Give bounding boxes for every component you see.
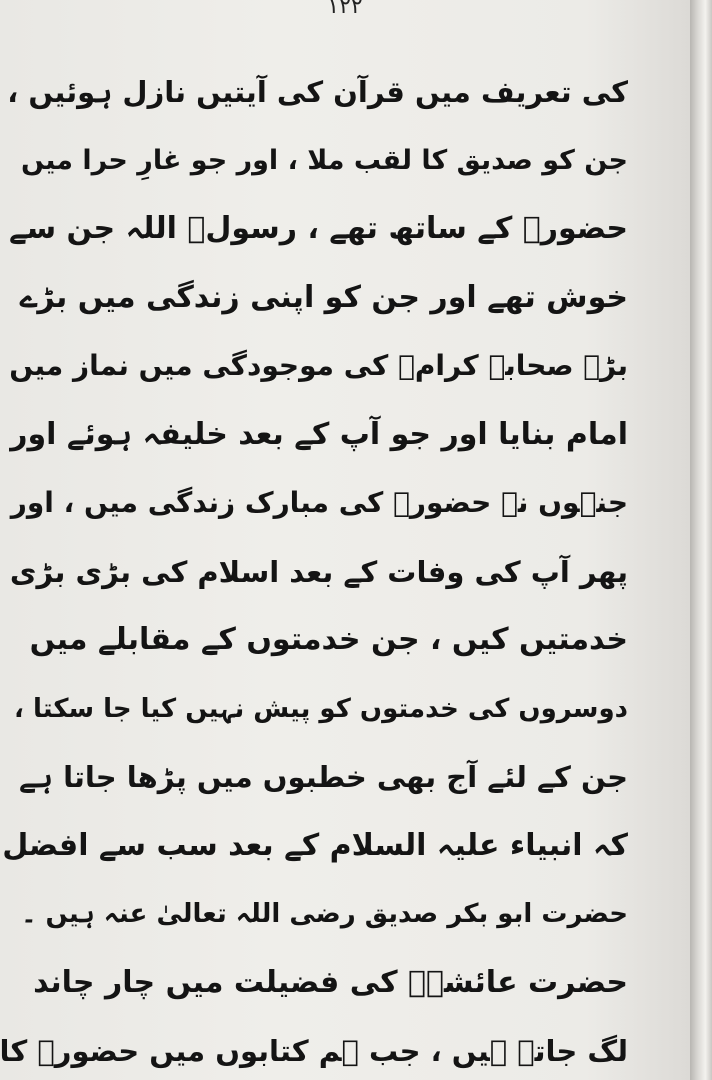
text-line: کہ انبیاء علیہ السلام کے بعد سب سے افضل — [2, 827, 628, 863]
text-line: لگ جاتے ہیں ، جب ہم کتابوں میں حضورؐ کا — [0, 1034, 628, 1068]
text-line: جن کو صدیق کا لقب ملا ، اور جو غارِ حرا میں — [20, 144, 628, 176]
text-line: حضورؐ کے ساتھ تھے ، رسولؐ اللہ جن سے — [9, 211, 628, 246]
text-line: خوش تھے اور جن کو اپنی زندگی میں بڑے — [19, 279, 628, 315]
text-line: حضرت عائشہؓ کی فضیلت میں چار چاند — [33, 964, 628, 1000]
text-line: کی تعریف میں قرآن کی آیتیں نازل ہوئیں ، — [7, 75, 628, 109]
text-line: جنہوں نے حضورؐ کی مبارک زندگی میں ، اور — [10, 486, 628, 519]
text-line: جن کے لئے آج بھی خطبوں میں پڑھا جاتا ہے — [19, 760, 628, 794]
text-line: حضرت ابو بکر صدیق رضی اللہ تعالیٰ عنہ ہیں ۔ — [21, 899, 628, 929]
page-number: ۱۲۲ — [327, 0, 363, 19]
book-gutter — [690, 0, 712, 1080]
text-body — [0, 58, 690, 1080]
text-line: بڑے صحابہ کرامؓ کی موجودگی میں نماز میں — [9, 349, 628, 382]
text-line: پھر آپ کی وفات کے بعد اسلام کی بڑی بڑی — [9, 554, 628, 589]
text-line: دوسروں کی خدمتوں کو پیش نہیں کیا جا سکتا ، — [14, 693, 628, 724]
text-line: امام بنایا اور جو آپ کے بعد خلیفہ ہوئے اور — [10, 416, 628, 452]
text-line: خدمتیں کیں ، جن خدمتوں کے مقابلے میں — [29, 622, 628, 657]
